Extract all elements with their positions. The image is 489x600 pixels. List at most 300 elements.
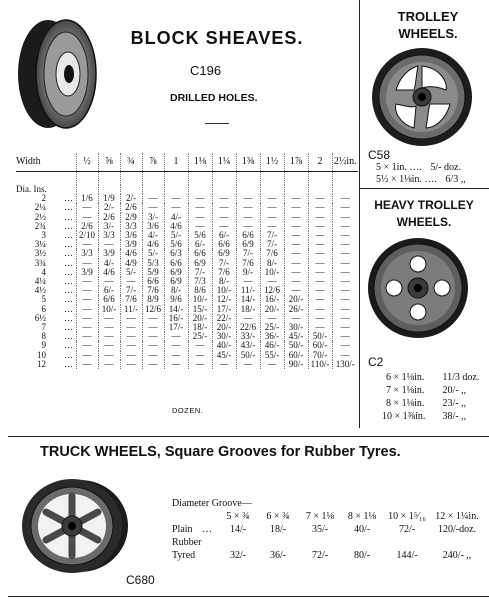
leader-dots: … [64,313,73,323]
price-cell: — [332,203,358,212]
price-cell: 26/- [284,305,308,314]
price-cell: 3/9 [120,240,142,249]
sheave-row [16,360,358,369]
price-cell: 90/- [284,360,308,369]
trolley-price-row [376,174,466,185]
dia-label: Dia. Ins. [16,185,47,194]
leader-dots: … [64,221,73,231]
price-cell: 20/- [212,323,236,332]
price-cell: — [142,203,164,212]
trolley-price: 6/3 ,, [445,174,466,185]
price-cell: — [260,360,284,369]
dia-cell: 9 [41,341,46,351]
dia-cell: 4½ [34,286,46,296]
leader-dots: … [64,286,73,296]
dia-cell: 4 [41,267,46,277]
width-header: 1 [164,153,188,171]
price-cell: — [332,332,358,341]
leader-dots: … [64,258,73,268]
price-cell: 6/9 [188,259,212,268]
price-cell: 130/- [332,360,358,369]
price-cell: — [164,351,188,360]
price-cell: 6/- [98,286,120,295]
width-header: 1⅜ [236,153,260,171]
price-cell: — [76,351,98,360]
price-cell: 8/- [212,277,236,286]
price-cell: — [188,341,212,350]
price-cell: 3/6 [142,222,164,231]
price-cell: — [260,203,284,212]
price-cell: — [308,259,332,268]
price-cell: 40/- [212,341,236,350]
price-cell: — [212,203,236,212]
price-cell: 20/- [260,305,284,314]
dia-cell: 12 [37,359,46,369]
price-cell: 3/- [142,213,164,222]
price-cell: — [164,332,188,341]
price-cell: — [120,341,142,350]
price-cell: 7/6 [212,268,236,277]
price-cell: 3/9 [76,268,98,277]
price-cell: — [76,295,98,304]
leader-dots: … [64,231,73,241]
price-cell: — [164,194,188,203]
price-cell: 11/- [236,286,260,295]
leader-dots: … [202,524,212,535]
leader-dots: … [64,267,73,277]
price-cell: — [284,314,308,323]
price-cell: 9/6 [164,295,188,304]
price-cell: 2/- [98,203,120,212]
price-cell: — [284,268,308,277]
price-cell: 7/- [120,286,142,295]
diameter-label: Diameter Groove— [172,498,252,509]
sheave-row [16,222,358,231]
price-cell: — [142,351,164,360]
price-cell: 8/- [164,286,188,295]
price-cell: 18/- [236,305,260,314]
price-cell: 6/9 [212,249,236,258]
tyred-price: 240/- ,, [442,550,472,561]
rubber-label: Rubber [172,537,202,548]
leader-dots: … [64,240,73,250]
price-cell: — [332,231,358,240]
heavy-title-line2: WHEELS. [396,215,452,229]
price-cell: — [236,194,260,203]
price-cell: 7/6 [260,249,284,258]
plain-label: Plain [172,524,193,535]
price-cell: 45/- [212,351,236,360]
leader-dots: … [64,277,73,287]
width-header-row [16,153,358,171]
dia-cell: 7 [41,323,46,333]
price-cell: — [284,203,308,212]
price-cell: 11/- [120,305,142,314]
price-cell: — [236,360,260,369]
trolley-wheel-illustration-icon [370,46,474,148]
price-cell: 60/- [284,351,308,360]
price-cell: — [76,341,98,350]
leader-dots: … [64,212,73,222]
leader-dots: … [64,341,73,351]
sheave-row [16,314,358,323]
price-cell: 7/6 [236,259,260,268]
price-cell: 25/- [260,323,284,332]
dia-cell: 6½ [34,313,46,323]
price-cell: 14/- [164,305,188,314]
block-sheaves-title: BLOCK SHEAVES. [130,28,304,48]
price-cell: — [76,277,98,286]
price-cell: 8/6 [188,286,212,295]
heavy-size: 8 × 1⅛in. [386,398,425,409]
price-cell: — [120,332,142,341]
sheave-row [16,332,358,341]
width-header: 1¼ [212,153,236,171]
leader-dots: … [64,359,73,369]
heavy-price-row [382,411,466,422]
price-cell: — [308,305,332,314]
price-cell: — [98,360,120,369]
price-cell: 6/6 [142,277,164,286]
price-cell: 16/- [164,314,188,323]
price-cell: 110/- [308,360,332,369]
sheave-row [16,194,358,203]
price-cell: — [284,249,308,258]
price-cell: — [98,240,120,249]
heavy-trolley-wheels-code: C2 [368,355,384,369]
bottom-divider [8,596,489,597]
price-cell: 46/- [260,341,284,350]
price-cell: 8/- [260,259,284,268]
price-cell: — [76,213,98,222]
price-cell: 5/6 [188,231,212,240]
price-cell: 10/- [188,295,212,304]
plain-price: 40/- [353,524,371,535]
price-cell: 6/9 [164,277,188,286]
price-cell: 3/3 [120,222,142,231]
price-cell: 7/3 [188,277,212,286]
plain-price: 72/- [398,524,416,535]
heavy-size: 6 × 1⅛in. [386,372,425,383]
price-cell: 12/6 [260,286,284,295]
price-cell: — [284,222,308,231]
width-header: ¾ [120,153,142,171]
right-column-divider [359,188,489,189]
price-cell: — [212,213,236,222]
price-cell: — [284,240,308,249]
truck-wheels-title [40,444,401,460]
leader-dots: … [64,323,73,333]
price-cell: 3/3 [98,231,120,240]
tyred-price: 72/- [311,550,329,561]
price-cell: — [188,194,212,203]
price-cell: — [212,360,236,369]
leader-dots: … [64,203,73,213]
price-cell: 5/- [120,268,142,277]
width-header: ⅞ [142,153,164,171]
price-cell: — [308,249,332,258]
truck-wheels-price-table [172,498,482,578]
price-cell: 16/- [260,295,284,304]
price-cell: 7/6 [142,286,164,295]
sheave-row [16,249,358,258]
tyred-row [172,550,482,562]
price-cell: — [236,222,260,231]
price-cell: 7/- [236,249,260,258]
price-cell: — [164,341,188,350]
price-cell: — [332,268,358,277]
price-cell: — [188,351,212,360]
price-cell: — [76,286,98,295]
size-cell: 7 × 1⅛ [305,511,335,522]
width-header: 1⅞ [284,153,308,171]
width-label: Width [16,153,64,171]
price-cell: 14/- [236,295,260,304]
price-cell: — [98,332,120,341]
price-cell: 18/- [188,323,212,332]
price-cell: 7/- [260,231,284,240]
price-cell: 3/6 [120,231,142,240]
price-cell: — [188,213,212,222]
price-cell: 4/6 [120,249,142,258]
price-cell: 60/- [308,341,332,350]
price-cell: — [332,277,358,286]
price-cell: 17/- [164,323,188,332]
price-cell: 1/9 [98,194,120,203]
price-cell: — [308,314,332,323]
price-cell: 2/10 [76,231,98,240]
short-divider [205,123,229,124]
price-cell: 20/- [188,314,212,323]
price-cell: 15/- [188,305,212,314]
price-cell: 4/- [98,259,120,268]
price-cell: 6/6 [212,240,236,249]
price-cell: — [332,194,358,203]
heavy-size: 7 × 1⅛in. [386,385,425,396]
price-cell: — [76,305,98,314]
size-cell: 12 × 1¼in. [435,511,479,522]
price-cell: 10/- [98,305,120,314]
leader-dots: … [64,194,73,204]
truck-wheels-code: C680 [126,573,155,587]
price-cell: 30/- [212,332,236,341]
trolley-title-line1: TROLLEY [397,9,459,24]
price-cell: — [164,203,188,212]
price-cell: 17/- [212,305,236,314]
price-cell: — [120,351,142,360]
price-cell: — [260,277,284,286]
price-cell: — [98,341,120,350]
price-cell: 10/- [260,268,284,277]
price-cell: — [332,240,358,249]
leader-dots: … [64,350,73,360]
price-cell: 22/6 [236,323,260,332]
price-cell: — [236,277,260,286]
price-cell: 2/- [120,194,142,203]
block-sheave-illustration-icon [8,14,108,132]
price-cell: — [284,231,308,240]
price-cell: 6/6 [188,249,212,258]
price-cell: — [164,360,188,369]
width-header: ⅝ [98,153,120,171]
price-cell: 4/6 [142,240,164,249]
price-cell: — [284,213,308,222]
price-cell: — [332,286,358,295]
leader-dots: …. [409,162,422,173]
width-header: 2½in. [332,153,358,171]
plain-price: 18/- [269,524,287,535]
price-cell: 4/6 [164,222,188,231]
tyred-price: 80/- [353,550,371,561]
price-cell: — [332,305,358,314]
price-cell: — [188,222,212,231]
price-cell: — [120,314,142,323]
price-cell: — [332,323,358,332]
heavy-price: 23/- ,, [442,398,467,409]
price-cell: 4/- [164,213,188,222]
width-header: ½ [76,153,98,171]
dia-cell: 2 [41,194,46,204]
price-cell: — [308,231,332,240]
column-divider [359,0,360,428]
trolley-size: 5½ × 1⅛in. [376,174,422,185]
price-cell: — [76,323,98,332]
price-cell: 7/- [260,240,284,249]
price-cell: 9/- [236,268,260,277]
block-sheaves-code: C196 [190,63,222,78]
price-cell: — [98,351,120,360]
width-header: 2 [308,153,332,171]
trolley-price-row [376,162,461,173]
price-cell: — [284,277,308,286]
price-cell: 4/- [142,231,164,240]
price-cell: — [212,194,236,203]
price-cell: 2/6 [98,213,120,222]
sheave-row [16,203,358,212]
price-cell: — [120,277,142,286]
width-header: 1½ [260,153,284,171]
dia-cell: 4¼ [34,277,46,287]
trolley-price: 5/- doz. [430,162,461,173]
price-cell: — [308,222,332,231]
price-cell: — [308,268,332,277]
sheave-row [16,286,358,295]
price-cell: — [142,323,164,332]
price-cell: 70/- [308,351,332,360]
sheave-row [16,295,358,304]
price-cell: — [308,277,332,286]
leader-dots: …. [424,174,437,185]
price-cell: 6/9 [164,268,188,277]
price-cell: 2/9 [120,213,142,222]
sheave-row [16,268,358,277]
size-cell: 10 × 1⁵⁄₁₆ [388,511,426,522]
dia-cell: 5 [41,295,46,305]
price-cell: 10/- [212,286,236,295]
price-cell: — [188,203,212,212]
price-cell: — [120,323,142,332]
price-cell: — [260,194,284,203]
price-cell: 2/6 [120,203,142,212]
drilled-holes-note: DRILLED HOLES. [170,92,258,104]
heavy-trolley-wheel-illustration-icon [366,236,470,340]
leader-dots: … [64,332,73,342]
tyred-price: 32/- [229,550,247,561]
price-cell: — [284,194,308,203]
sheave-row [16,341,358,350]
sheave-row [16,240,358,249]
price-cell: — [308,194,332,203]
price-cell: — [332,351,358,360]
price-cell: 22/- [212,314,236,323]
price-cell: 4/9 [120,259,142,268]
price-cell: — [284,259,308,268]
heavy-size: 10 × 1⅜in. [382,411,426,422]
leader-dots: … [64,295,73,305]
price-cell: — [308,203,332,212]
price-cell: — [188,360,212,369]
tyred-label: Tyred [172,550,196,561]
heavy-title-line1: HEAVY TROLLEY [374,198,474,212]
price-cell: — [308,286,332,295]
dia-cell: 3¼ [34,240,46,250]
price-cell: 33/- [236,332,260,341]
price-cell: — [332,213,358,222]
price-cell: 1/6 [76,194,98,203]
tyred-price: 144/- [396,550,418,561]
price-cell: — [76,360,98,369]
plain-price: 35/- [311,524,329,535]
price-cell: 5/9 [142,268,164,277]
dia-cell: 10 [37,350,46,360]
price-cell: — [284,286,308,295]
leader-dots: … [64,249,73,259]
price-cell: 6/6 [98,295,120,304]
price-cell: — [76,240,98,249]
price-cell: 5/6 [164,240,188,249]
price-cell: — [142,314,164,323]
price-cell: 3/3 [76,249,98,258]
price-cell: 25/- [188,332,212,341]
trolley-wheels-title [370,8,486,42]
price-cell: — [308,213,332,222]
tyred-price: 36/- [269,550,287,561]
price-cell: — [332,222,358,231]
price-cell: 12/6 [142,305,164,314]
price-cell: 50/- [308,332,332,341]
price-cell: — [260,222,284,231]
price-cell: — [142,194,164,203]
heavy-price: 20/- ,, [442,385,467,396]
price-cell: 6/3 [164,249,188,258]
price-cell: — [332,249,358,258]
heavy-price-row [386,398,466,409]
sheave-row [16,231,358,240]
price-cell: 6/9 [236,240,260,249]
price-cell: 5/- [164,231,188,240]
plain-row [172,524,482,536]
price-cell: — [332,341,358,350]
price-cell: — [332,295,358,304]
price-cell: 3/- [98,222,120,231]
price-cell: 6/- [188,240,212,249]
price-cell: 36/- [260,332,284,341]
price-cell: 43/- [236,341,260,350]
size-cell: 6 × ¾ [266,511,290,522]
dia-cell: 8 [41,332,46,342]
truck-wheel-illustration-icon [16,474,136,574]
price-cell: 6/6 [164,259,188,268]
